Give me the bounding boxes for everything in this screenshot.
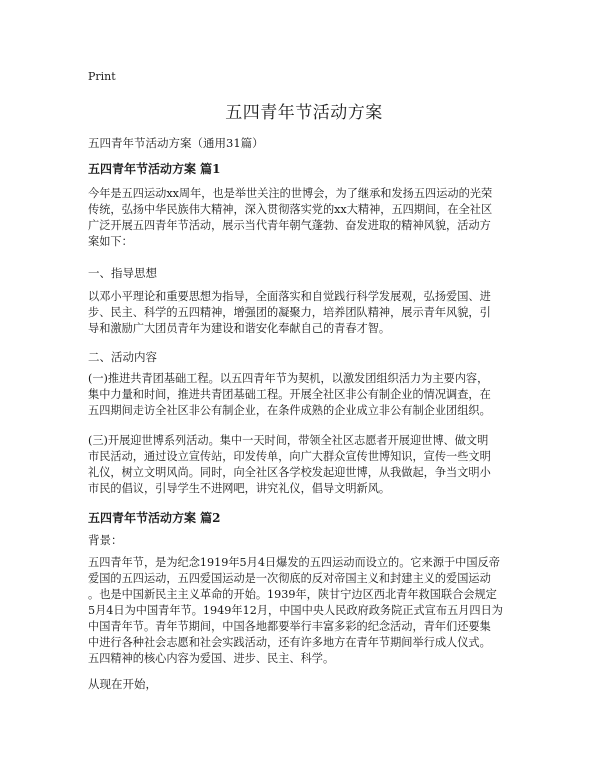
text-line: 市民的倡议，引导学生不进网吧，讲究礼仪，倡导文明新风。 (88, 482, 391, 495)
text-line: 爱国的五四运动，五四爱国运动是一次彻底的反对帝国主义和封建主义的爱国运动 (88, 572, 491, 585)
background-label: 背景： (88, 533, 123, 547)
print-link[interactable]: Print (88, 70, 116, 83)
activity-item-1 (88, 371, 520, 419)
text-line: (三)开展迎世博系列活动。集中一天时间，带领全社区志愿者开展迎世博、做文明 (88, 434, 489, 447)
text-line: 集中力量和时间，推进共青团基础工程。开展全社区非公有制企业的情况调查，在 (88, 388, 491, 401)
text-line: 五四精神的核心内容为爱国、进步、民主、科学。 (88, 652, 335, 665)
document-subtitle: 五四青年节活动方案（通用31篇） (88, 136, 264, 150)
text-line: 中进行各种社会志愿和社会实践活动，还有许多地方在青年节期间举行成人仪式。 (88, 636, 491, 649)
text-line: 5月4日为中国青年节。1949年12月，中国中央人民政府政务院正式宣布五月四日为 (88, 604, 503, 617)
text-line: 中国青年节。青年节期间，中国各地都要举行丰富多彩的纪念活动，青年们还要集 (88, 620, 491, 633)
text-line: 今年是五四运动xx周年，也是举世关注的世博会，为了继承和发扬五四运动的光荣 (88, 187, 493, 200)
closing-text: 从现在开始， (88, 677, 157, 691)
guiding-ideology-paragraph (88, 289, 520, 337)
guiding-ideology-title: 一、指导思想 (88, 266, 157, 280)
activity-item-2 (88, 433, 520, 497)
text-line: 市民活动，通过设立宣传站，印发传单，向广大群众宣传世博知识，宣传一些文明 (88, 450, 491, 463)
text-line: 以邓小平理论和重要思想为指导，全面落实和自觉践行科学发展观，弘扬爱国、进 (88, 290, 491, 303)
text-line: 广泛开展五四青年节活动，展示当代青年朝气蓬勃、奋发进取的精神风貌，活动方 (88, 219, 491, 232)
background-paragraph (88, 555, 520, 667)
text-line: 礼仪，树立文明风尚。同时，向全社区各学校发起迎世博，从我做起，争当文明小 (88, 466, 491, 479)
page-title: 五四青年节活动方案 (225, 103, 383, 123)
text-line: 。也是中国新民主主义革命的开始。1939年，陕甘宁边区西北青年救国联合会规定 (88, 588, 497, 601)
text-line: 步、民主、科学的五四精神，增强团的凝聚力，培养团队精神，展示青年风貌，引 (88, 306, 491, 319)
text-line: (一)推进共青团基础工程。以五四青年节为契机，以激发团组织活力为主要内容， (88, 372, 489, 385)
intro-paragraph (88, 186, 520, 250)
activity-content-title: 二、活动内容 (88, 350, 157, 364)
text-line: 案如下： (88, 235, 133, 248)
text-line: 五四期间走访全社区非公有制企业，在条件成熟的企业成立非公有制企业团组织。 (88, 404, 491, 417)
text-line: 传统，弘扬中华民族伟大精神，深入贯彻落实党的xx大精神，五四期间，在全社区 (88, 203, 493, 216)
text-line: 导和激励广大团员青年为建设和谐安化奉献自己的青春才智。 (88, 322, 391, 335)
text-line: 五四青年节，是为纪念1919年5月4日爆发的五四运动而设立的。它来源于中国反帝 (88, 556, 500, 569)
section-heading-2: 五四青年节活动方案 篇2 (88, 511, 221, 525)
section-heading-1: 五四青年节活动方案 篇1 (88, 162, 221, 176)
